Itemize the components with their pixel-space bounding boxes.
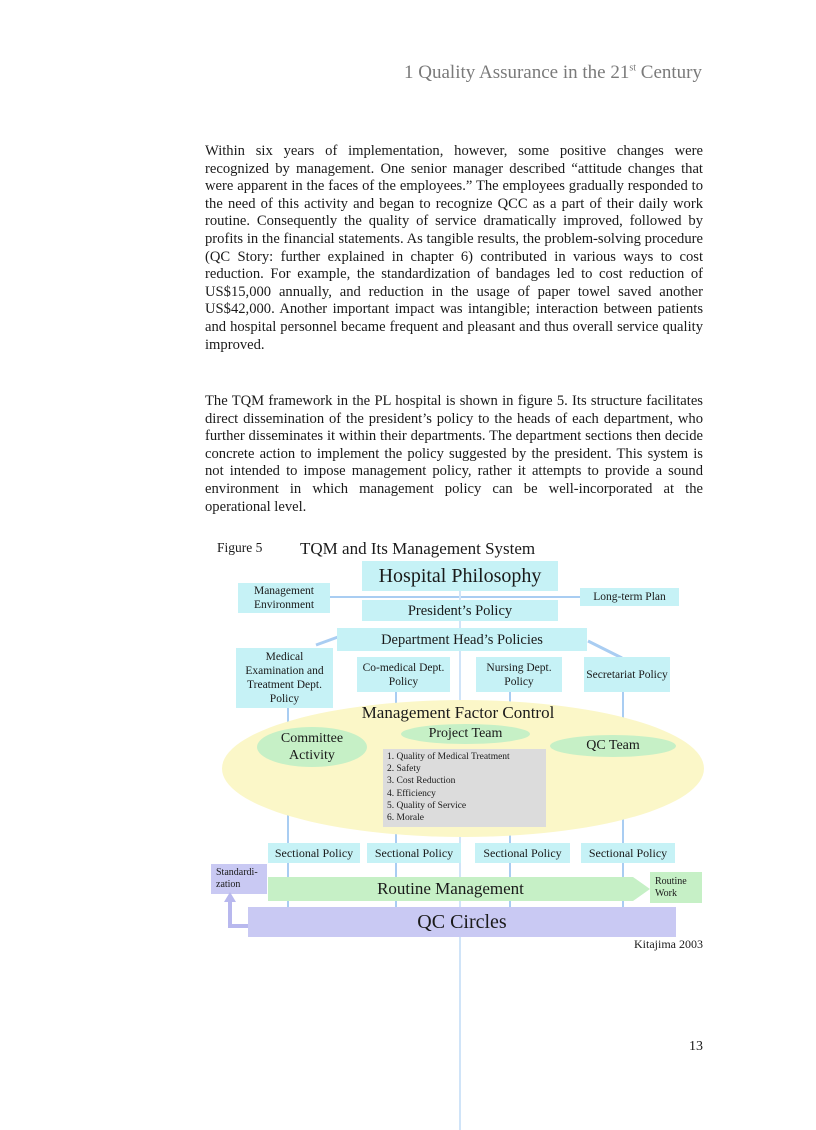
hospital-philosophy-box: Hospital Philosophy <box>362 561 558 591</box>
management-factors-list <box>383 749 546 827</box>
sectional-policy-3: Sectional Policy <box>475 843 570 863</box>
routine-management-label: Routine Management <box>377 879 524 898</box>
presidents-policy-box: President’s Policy <box>362 600 558 621</box>
long-term-plan-box: Long-term Plan <box>580 588 679 606</box>
factor-item: 6. Morale <box>387 813 424 824</box>
paragraph-1: Within six years of implementation, however, some positive changes were recognized by management. One senior manager described “attitude changes that were apparent in the faces of the employees.” The employees gradually responded to the need of this activity and began to recognize QCC as a part of their daily work routine. Consequently the quality of service dramatically improved, followed by profits in the financial statements. As tangible results, the problem-solving procedure (QC Story: further explained in chapter 6) contributed in various ways to cost reduction. For example, the standardization of bandages led to cost reduction of US$15,000 annually, and reduction in the usage of paper towel saved another US$42,000. Another important impact was intangible; interaction between patients and hospital personnel became frequent and pleasant and thus overall service quality improved. <box>205 143 703 353</box>
sectional-policy-1: Sectional Policy <box>268 843 360 863</box>
figure-source: Kitajima 2003 <box>634 937 703 951</box>
dept-policy-comedical: Co-medical Dept. Policy <box>357 657 450 692</box>
page-number: 13 <box>689 1039 703 1054</box>
dept-policy-medical: Medical Examination and Treatment Dept. Policy <box>236 648 333 708</box>
sectional-policy-4: Sectional Policy <box>581 843 675 863</box>
running-header: 1 Quality Assurance in the 21st Century <box>404 62 702 83</box>
qc-team-ellipse: QC Team <box>550 735 676 757</box>
committee-activity-ellipse: Committee Activity <box>257 727 367 767</box>
sectional-policy-2: Sectional Policy <box>367 843 461 863</box>
routine-work-box: Routine Work <box>650 872 702 903</box>
project-team-ellipse: Project Team <box>401 724 530 744</box>
factor-item: 2. Safety <box>387 764 421 775</box>
standardization-box: Standardi-zation <box>211 864 267 894</box>
dept-head-policies-box: Department Head’s Policies <box>337 628 587 651</box>
qc-circles-box: QC Circles <box>248 907 676 937</box>
figure-title: TQM and Its Management System <box>300 539 536 558</box>
dept-policy-secretariat: Secretariat Policy <box>584 657 670 692</box>
management-environment-box: Management Environment <box>238 583 330 613</box>
factor-item: 1. Quality of Medical Treatment <box>387 752 510 762</box>
paragraph-2: The TQM framework in the PL hospital is shown in figure 5. Its structure facilitates direct dissemination of the president’s policy to the heads of each department, who further disseminates it within their departments. The department sections then decide concrete action to implement the policy suggested by the president. This system is not intended to impose management policy, rather it attempts to provide a sound environment in which management policy can be well-incorporated at the operational level. <box>205 393 703 515</box>
factor-item: 3. Cost Reduction <box>387 776 456 787</box>
figure-label: Figure 5 <box>217 540 263 555</box>
factor-item: 5. Quality of Service <box>387 800 467 811</box>
management-factor-control-label: Management Factor Control <box>361 703 555 722</box>
dept-policy-nursing: Nursing Dept. Policy <box>476 657 562 692</box>
factor-item: 4. Efficiency <box>387 788 436 799</box>
